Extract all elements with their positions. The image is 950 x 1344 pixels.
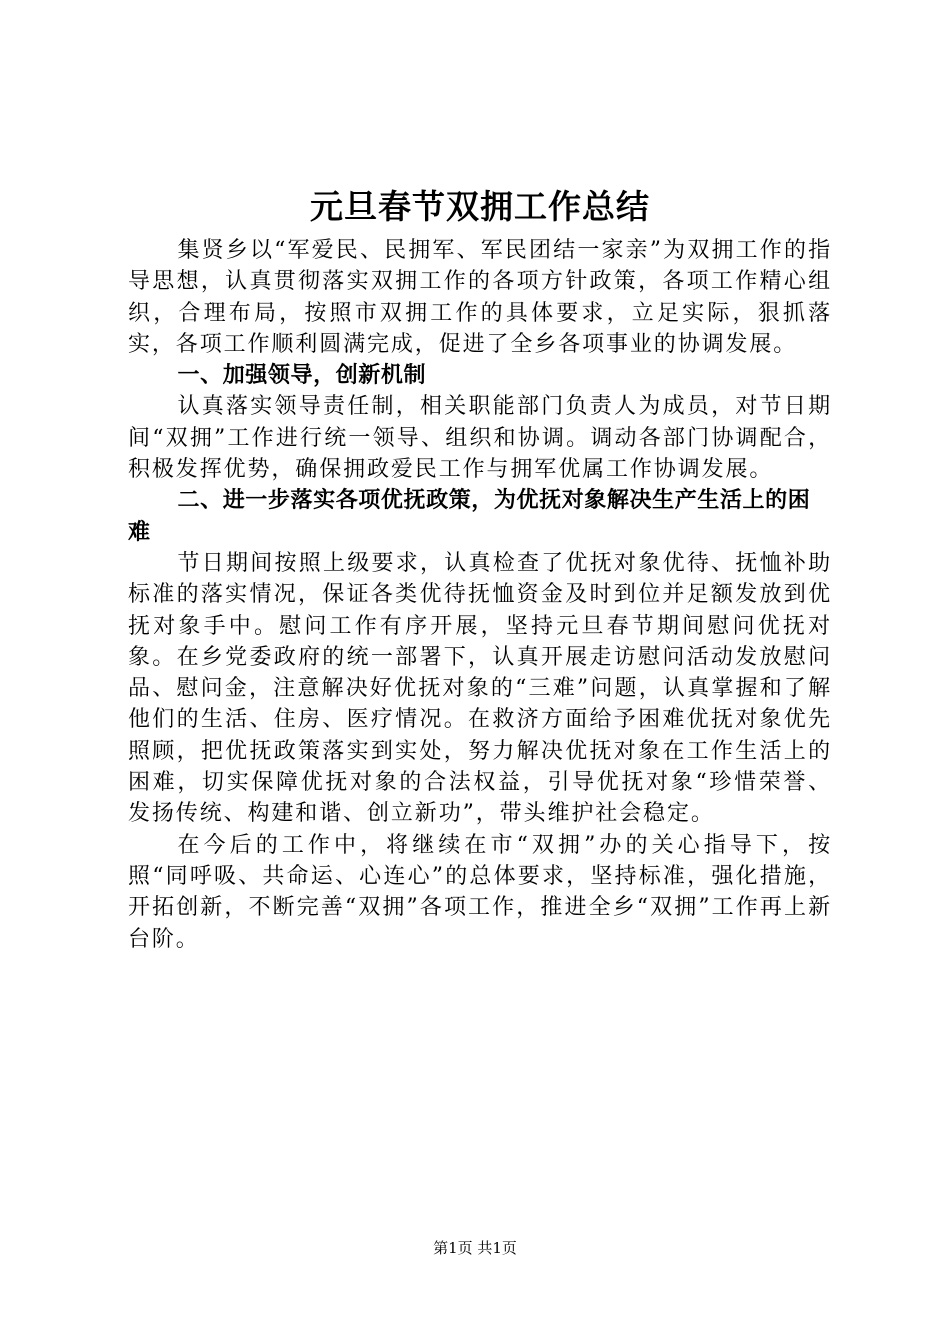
page-footer: 第1页 共1页	[433, 1239, 517, 1257]
closing-paragraph: 在今后的工作中，将继续在市“双拥”办的关心指导下，按照“同呼吸、共命运、心连心”的总体要求，坚持标准，强化措施，开拓创新，不断完善“双拥”各项工作，推进全乡“双拥”工作再上新台阶。	[128, 832, 832, 952]
intro-paragraph: 集贤乡以“军爱民、民拥军、军民团结一家亲”为双拥工作的指导思想，认真贯彻落实双拥工作的各项方针政策，各项工作精心组织，合理布局，按照市双拥工作的具体要求，立足实际，狠抓落实，各项工作顺利圆满完成，促进了全乡各项事业的协调发展。	[128, 238, 832, 357]
section-heading-1: 一、加强领导，创新机制	[177, 363, 427, 389]
document-content	[128, 185, 832, 955]
section-heading-2: 二、进一步落实各项优抚政策，为优抚对象解决生产生活上的困难	[128, 488, 811, 545]
section-body-2: 节日期间按照上级要求，认真检查了优抚对象优待、抚恤补助标准的落实情况，保证各类优待抚恤资金及时到位并足额发放到优抚对象手中。慰问工作有序开展，坚持元旦春节期间慰问优抚对象。在乡党委政府的统一部署下，认真开展走访慰问活动发放慰问品、慰问金，注意解决好优抚对象的“三难”问题，认真掌握和了解他们的生活、住房、医疗情况。在救济方面给予困难优抚对象优先照顾，把优抚政策落实到实处，努力解决优抚对象在工作生活上的困难，切实保障优抚对象的合法权益，引导优抚对象“珍惜荣誉、发扬传统、构建和谐、创立新功”，带头维护社会稳定。	[128, 550, 832, 827]
section-body-1: 认真落实领导责任制，相关职能部门负责人为成员，对节日期间“双拥”工作进行统一领导、组织和协调。调动各部门协调配合，积极发挥优势，确保拥政爱民工作与拥军优属工作协调发展。	[128, 394, 832, 483]
document-title: 元旦春节双拥工作总结	[310, 187, 650, 226]
